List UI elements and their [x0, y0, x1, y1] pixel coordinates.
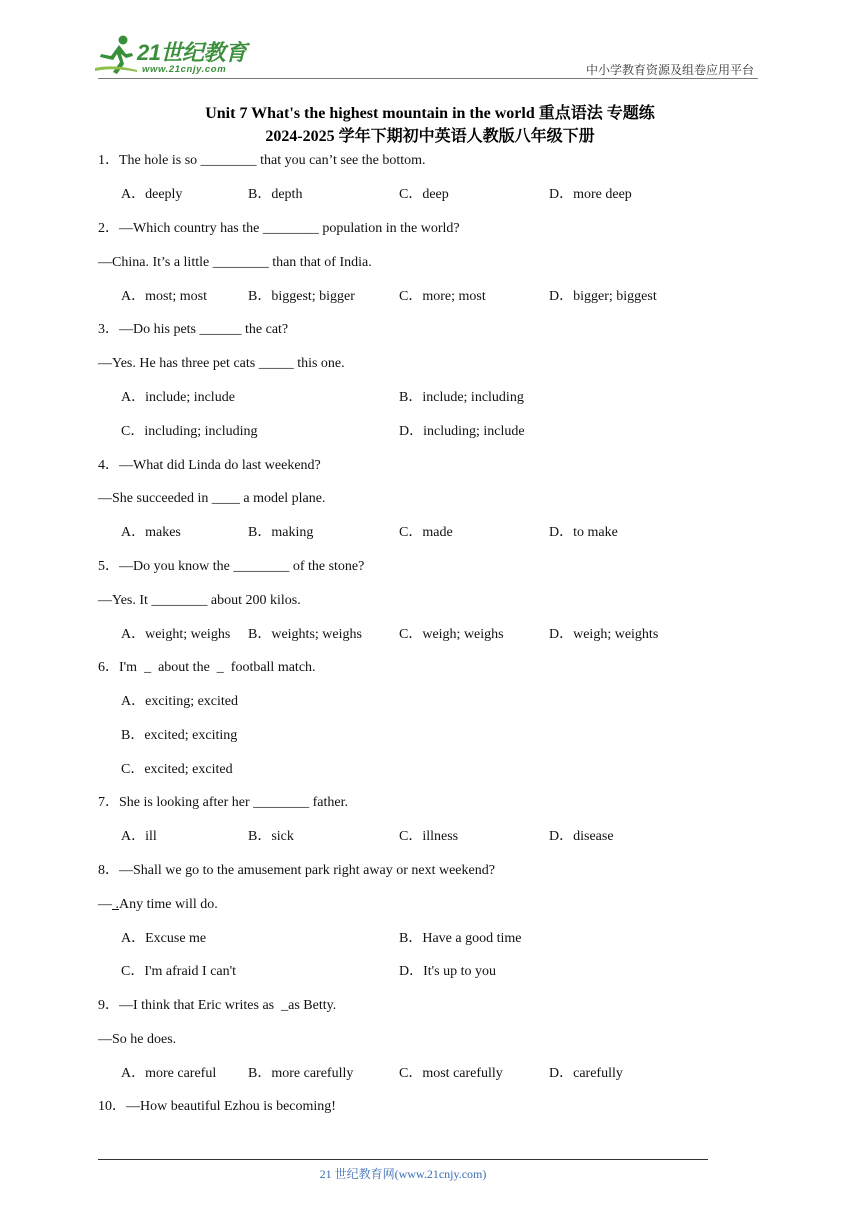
q5-option-b: B．weights; weighs — [248, 627, 362, 642]
q6-option-a: A．exciting; excited — [121, 694, 239, 709]
q1-option-b: B．depth — [248, 187, 303, 202]
q5-option-c: C．weigh; weighs — [399, 627, 504, 642]
q7-option-c: C．illness — [399, 829, 459, 844]
question-2-stem: 2．—Which country has the ________ population in the world? — [98, 221, 460, 236]
footer-divider — [98, 1159, 708, 1160]
question-3-reply: —Yes. He has three pet cats _____ this one. — [98, 356, 345, 371]
site-logo — [93, 34, 263, 78]
q3-option-c: C．including; including — [121, 424, 258, 439]
q9-option-d: D．carefully — [549, 1066, 623, 1081]
question-4-stem: 4．—What did Linda do last weekend? — [98, 458, 321, 473]
q1-option-d: D．more deep — [549, 187, 632, 202]
q8-option-c: C．I'm afraid I can't — [121, 964, 237, 979]
header-divider — [98, 78, 758, 79]
q9-option-a: A．more careful — [121, 1066, 217, 1081]
q5-option-d: D．weigh; weights — [549, 627, 659, 642]
q3-option-b: B．include; including — [399, 390, 524, 405]
q2-option-c: C．more; most — [399, 289, 486, 304]
logo-url: www.21cnjy.com — [142, 64, 227, 75]
question-5-stem: 5．—Do you know the ________ of the stone? — [98, 559, 365, 574]
q9-option-c: C．most carefully — [399, 1066, 503, 1081]
q7-option-a: A．ill — [121, 829, 157, 844]
q8-option-b: B．Have a good time — [399, 931, 522, 946]
q9-option-b: B．more carefully — [248, 1066, 354, 1081]
q3-option-a: A．include; include — [121, 390, 235, 405]
question-3-stem: 3．—Do his pets ______ the cat? — [98, 322, 289, 337]
q2-option-b: B．biggest; bigger — [248, 289, 355, 304]
q8-reply-text: Any time will do. — [119, 897, 218, 912]
logo-text: 21世纪教育 — [137, 40, 247, 65]
q8-reply-dash: — — [98, 897, 112, 912]
q6-option-b: B．excited; exciting — [121, 728, 238, 743]
question-6-stem: 6．I'm _ about the _ football match. — [98, 660, 316, 675]
question-7-stem: 7．She is looking after her ________ father. — [98, 795, 349, 810]
q8-option-d: D．It's up to you — [399, 964, 497, 979]
q4-option-a: A．makes — [121, 525, 181, 540]
q3-option-d: D．including; include — [399, 424, 525, 439]
q4-option-c: C．made — [399, 525, 453, 540]
question-8-stem: 8．—Shall we go to the amusement park right away or next weekend? — [98, 863, 495, 878]
runner-logo-icon — [93, 34, 139, 78]
question-1-stem: 1．The hole is so ________ that you can’t see the bottom. — [98, 153, 426, 168]
question-5-reply: —Yes. It ________ about 200 kilos. — [98, 593, 301, 608]
footer-text: 21 世纪教育网(www.21cnjy.com) — [319, 1167, 487, 1181]
question-8-reply — [98, 896, 218, 914]
platform-name: 中小学教育资源及组卷应用平台 — [585, 63, 754, 77]
q1-option-a: A．deeply — [121, 187, 183, 202]
q8-option-a: A．Excuse me — [121, 931, 207, 946]
question-4-reply: —She succeeded in ____ a model plane. — [98, 491, 326, 506]
q1-option-c: C．deep — [399, 187, 449, 202]
q4-option-d: D．to make — [549, 525, 618, 540]
q5-option-a: A．weight; weighs — [121, 627, 231, 642]
q7-option-d: D．disease — [549, 829, 614, 844]
worksheet-title: Unit 7 What's the highest mountain in the world 重点语法 专题练 — [205, 105, 655, 122]
question-9-reply: —So he does. — [98, 1032, 177, 1047]
q2-option-d: D．bigger; biggest — [549, 289, 657, 304]
q8-answer-blank: . — [112, 897, 119, 912]
q2-option-a: A．most; most — [121, 289, 207, 304]
worksheet-subtitle: 2024-2025 学年下期初中英语人教版八年级下册 — [265, 128, 595, 145]
question-9-stem: 9．—I think that Eric writes as _as Betty. — [98, 998, 337, 1013]
q7-option-b: B．sick — [248, 829, 294, 844]
q6-option-c: C．excited; excited — [121, 762, 233, 777]
q4-option-b: B．making — [248, 525, 314, 540]
page-header — [0, 0, 860, 80]
question-10-stem: 10．—How beautiful Ezhou is becoming! — [98, 1099, 336, 1114]
question-2-reply: —China. It’s a little ________ than that of India. — [98, 255, 372, 270]
